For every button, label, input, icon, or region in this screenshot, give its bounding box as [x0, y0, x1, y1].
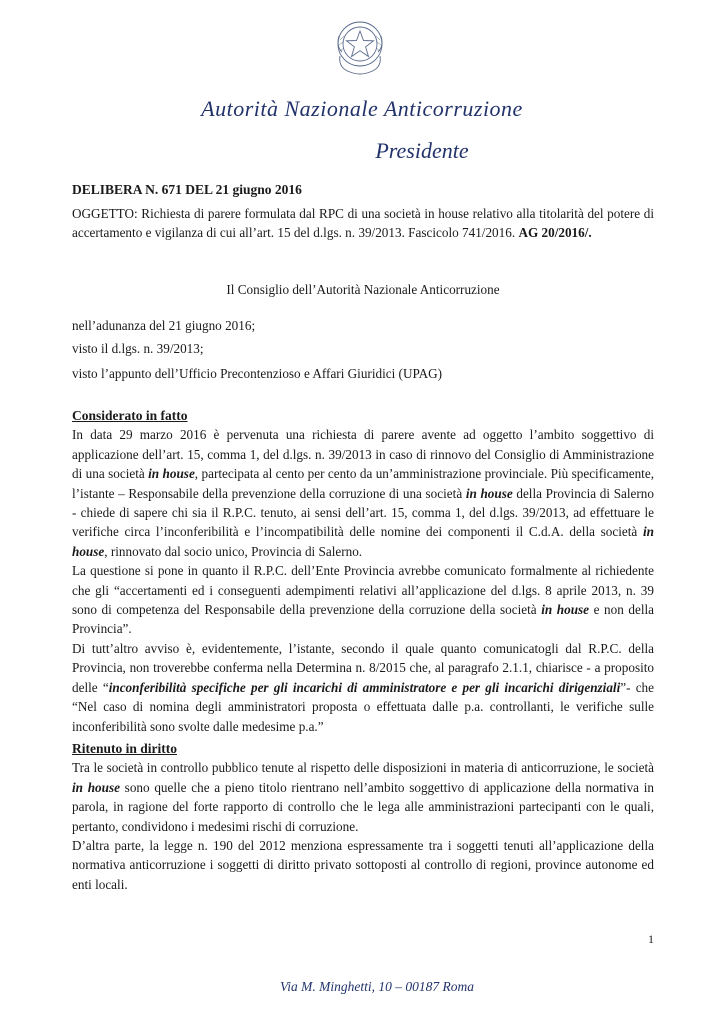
- text-run: La questione si pone in quanto il R.P.C. dell’Ente Provincia avrebbe comunicato formalmente al richiedente che gli “accertamenti ed i conseguenti adempimenti relativi all’applicazione del d.lgs. 8 aprile 2013, n. 39 sono di competenza del Responsabile della prevenzione della corruzione della società: [72, 563, 654, 618]
- considerato-section: [72, 406, 654, 736]
- paragraph: [72, 425, 654, 561]
- emphasis: in house: [72, 524, 654, 559]
- emphasis: in house: [465, 485, 513, 501]
- paragraph: D’altra parte, la legge n. 190 del 2012 menziona espressamente tra i soggetti tenuti all’applicazione della normativa anticorruzione i soggetti di diritto privato sottoposti al controllo di regioni, province autonome ed enti locali.: [72, 838, 654, 892]
- emphasis: in house: [72, 779, 120, 795]
- visto-line: nell’adunanza del 21 giugno 2016;: [72, 318, 256, 333]
- oggetto-text: OGGETTO: Richiesta di parere formulata dal RPC di una società in house relativo alla titolarità del potere di accertamento e vigilanza di cui all’art. 15 del d.lgs. n. 39/2013. Fascicolo 741/2016.: [72, 206, 654, 241]
- text-run: ”- che “Nel caso di nomina degli amministratori proposta o effettuata dalle p.a. controllanti, le verifiche sulle inconferibilità sono svolte dalle medesime p.a.”: [72, 679, 655, 734]
- text-run: , rinnovato dal socio unico, Provincia di Salerno.: [104, 543, 363, 559]
- paragraph: [72, 758, 654, 836]
- emphasis: in house: [148, 466, 195, 482]
- section-heading: Considerato in fatto: [72, 408, 188, 423]
- republic-emblem-icon: [330, 16, 390, 78]
- visto-line: visto l’appunto dell’Ufficio Precontenzioso e Affari Giuridici (UPAG): [72, 366, 443, 381]
- consiglio-block: [72, 280, 654, 299]
- text-run: sono quelle che a pieno titolo rientrano nell’ambito soggettivo di applicazione della normativa in parola, in ragione del forte rapporto di controllo che le lega alle amministrazioni partecipanti con le quali, pertanto, condividono i medesimi rischi di corruzione.: [72, 779, 654, 834]
- paragraph: [72, 561, 654, 639]
- ritenuto-section: [72, 739, 654, 894]
- authority-name: Autorità Nazionale Anticorruzione: [201, 96, 523, 121]
- paragraph: [72, 639, 654, 736]
- text-run: Tra le società in controllo pubblico tenute al rispetto delle disposizioni in materia di anticorruzione, le società: [72, 760, 654, 776]
- visto-block-1: [72, 316, 654, 335]
- emphasis: in house: [541, 602, 590, 618]
- emphasis: inconferibilità specifiche per gli incarichi di amministratore e per gli incarichi dirigenziali: [108, 679, 621, 695]
- visto-block-2: [72, 339, 654, 358]
- authority-role: Presidente: [375, 138, 469, 163]
- delibera-title-block: [72, 180, 654, 199]
- visto-line: visto il d.lgs. n. 39/2013;: [72, 341, 204, 356]
- text-run: , partecipata al cento per cento da un’amministrazione provinciale. Più specificamente, l’istante – Responsabile della prevenzione della corruzione di una società: [72, 466, 654, 501]
- text-run: Di tutt’altro avviso è, evidentemente, l’istante, secondo il quale quanto comunicatogli dal R.P.C. della Provincia, non troverebbe conferma nella Determina n. 8/2015 che, al paragrafo 2.1.1, chiarisce - a proposito delle “: [72, 640, 654, 695]
- visto-block-3: [72, 364, 654, 383]
- text-run: e non della Provincia”.: [72, 602, 655, 637]
- text-run: della Provincia di Salerno - chiede di sapere chi sia il R.P.C. tenuto, ai sensi dell’art. 15, comma 1, del d.lgs. 39/2013, ad effettuare le verifiche circa l’inconferibilità e l’incompatibilità delle nomine dei componenti il C.d.A. della società: [72, 485, 654, 540]
- consiglio-line: Il Consiglio dell’Autorità Nazionale Anticorruzione: [226, 282, 500, 297]
- delibera-title: DELIBERA N. 671 DEL 21 giugno 2016: [72, 182, 302, 197]
- page-number: 1: [648, 932, 654, 946]
- section-heading: Ritenuto in diritto: [72, 741, 178, 756]
- oggetto-ref: AG 20/2016/.: [518, 225, 592, 241]
- oggetto-block: [72, 204, 654, 243]
- oggetto-paragraph: [72, 204, 654, 243]
- text-run: In data 29 marzo 2016 è pervenuta una richiesta di parere avente ad oggetto l’ambito soggettivo di applicazione dell’art. 15, comma 1, del d.lgs. n. 39/2013 in caso di rinnovo del Consiglio di Amministrazione di una società: [72, 427, 654, 482]
- footer-address: Via M. Minghetti, 10 – 00187 Roma: [280, 979, 474, 994]
